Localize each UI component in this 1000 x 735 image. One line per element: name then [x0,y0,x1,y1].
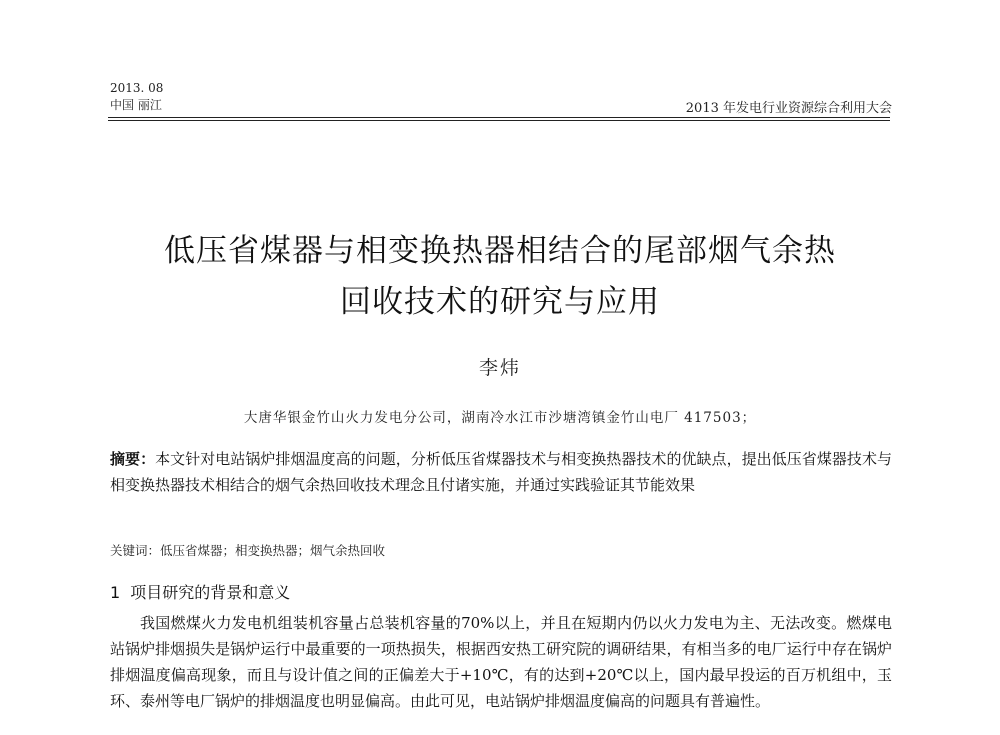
header-date: 2013. 08 [110,81,164,95]
title-line-1: 低压省煤器与相变换热器相结合的尾部烟气余热 [164,233,836,269]
abstract-text: 本文针对电站锅炉排烟温度高的问题，分析低压省煤器技术与相变换热器技术的优缺点，提出低压省煤器技术与相变换热器技术相结合的烟气余热回收技术理念且付诸实施，并通过实践验证其节能效果 [110,450,892,494]
section-title: 项目研究的背景和意义 [130,583,291,602]
abstract [110,446,892,498]
section-paragraph: 我国燃煤火力发电机组装机容量占总装机容量的70%以上，并且在短期内仍以火力发电为主、无法改变。燃煤电站锅炉排烟损失是锅炉运行中最重要的一项热损失，根据西安热工研究院的调研结果，有相当多的电厂运行中存在锅炉排烟温度偏高现象，而且与设计值之间的正偏差大于+10℃，有的达到+20℃以上，国内最早投运的百万机组中，玉环、泰州等电厂锅炉的排烟温度也明显偏高。由此可见，电站锅炉排烟温度偏高的问题具有普遍性。 [110,614,892,710]
author-name: 李炜 [478,357,521,379]
section-heading [110,580,290,603]
keywords [110,541,892,559]
paper-title [60,226,940,328]
header-location: 中国 丽江 [110,98,162,112]
keywords-text: 低压省煤器；相变换热器；烟气余热回收 [160,543,386,558]
abstract-label: 摘要： [110,450,156,468]
header-left [110,80,163,114]
author-affiliation: 大唐华银金竹山火力发电分公司，湖南冷水江市沙塘湾镇金竹山电厂 417503； [243,410,757,426]
keywords-label: 关键词： [110,543,161,558]
section-number: 1 [110,583,121,602]
header-rule-thin [108,120,890,121]
header-conference: 2013 年发电行业资源综合利用大会 [685,101,892,116]
header-rule [108,117,890,118]
title-line-2: 回收技术的研究与应用 [340,284,660,320]
